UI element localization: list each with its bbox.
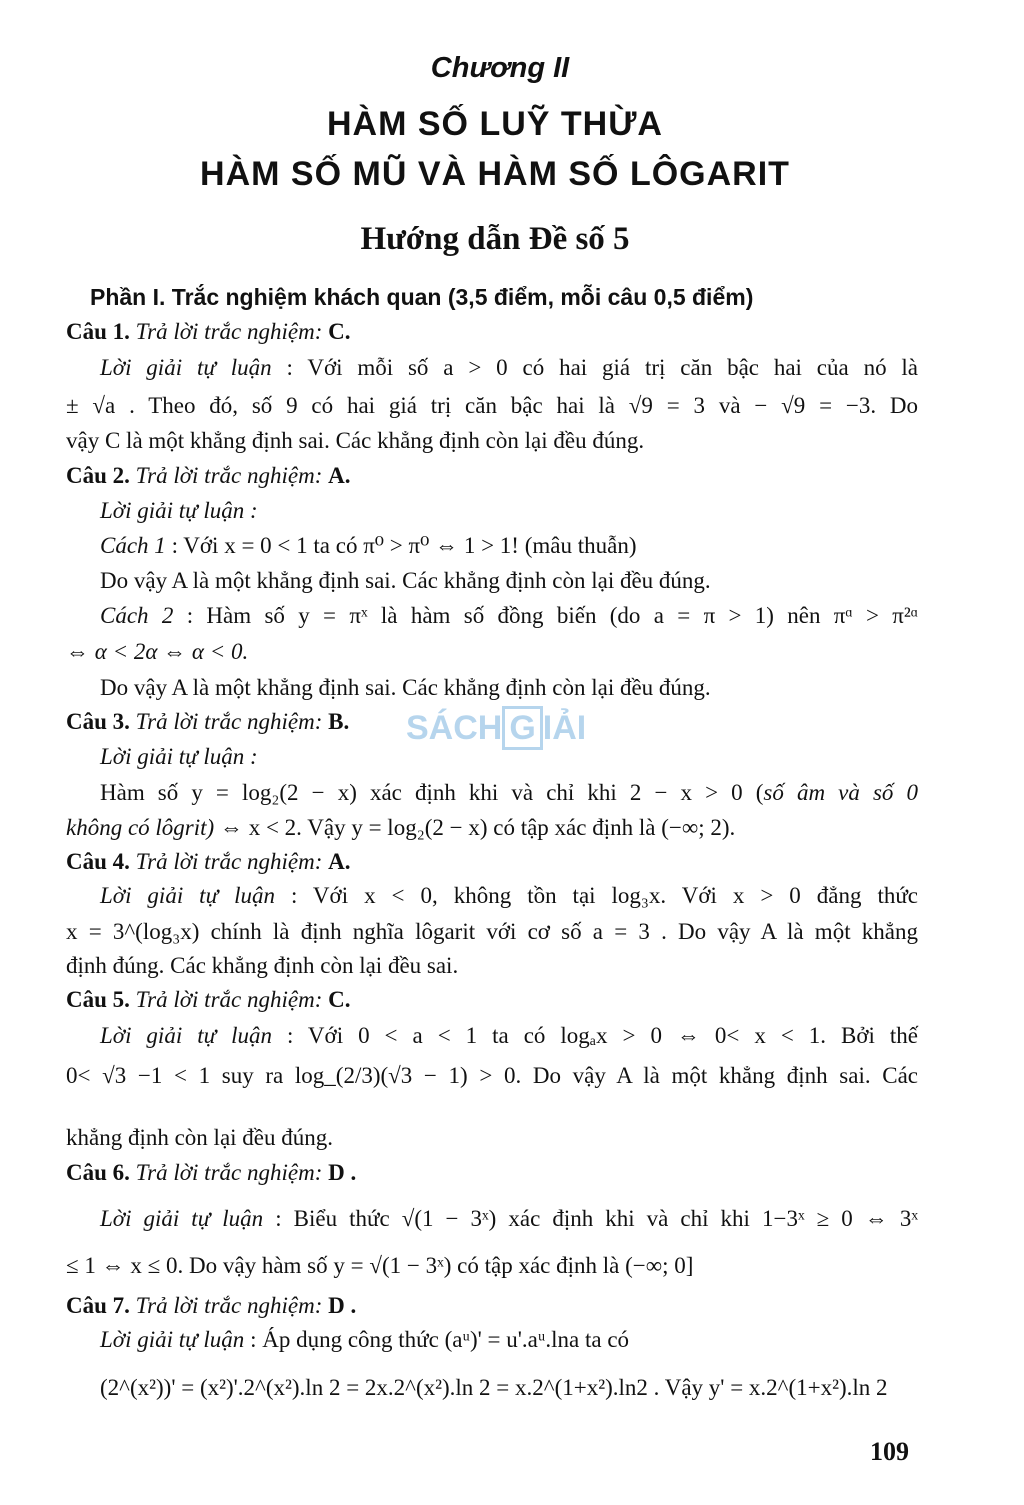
solution-note: số âm và số 0 bbox=[763, 780, 918, 805]
answer-label: Trả lời trắc nghiệm: bbox=[135, 1160, 323, 1185]
method-label: Cách 2 bbox=[100, 603, 174, 628]
watermark-text-right: IẢI bbox=[542, 709, 587, 747]
solution-lead: Lời giải tự luận bbox=[100, 1023, 272, 1048]
question-2-method-1-conclusion: Do vậy A là một khẳng định sai. Các khẳng định còn lại đều đúng. bbox=[100, 568, 711, 593]
question-7-line-1 bbox=[100, 1326, 629, 1354]
part-heading: Phần I. Trắc nghiệm khách quan (3,5 điểm, mỗi câu 0,5 điểm) bbox=[90, 284, 754, 310]
answer-value: D . bbox=[328, 1160, 357, 1185]
question-7-line-2: (2^(x²))' = (x²)'.2^(x²).ln 2 = 2x.2^(x²).ln 2 = x.2^(1+x²).ln2 . Vậy y' = x.2^(1+x²).ln 2 bbox=[100, 1375, 888, 1400]
question-4-header bbox=[66, 848, 350, 876]
question-label: Câu 3. bbox=[66, 709, 130, 734]
question-3-line-2 bbox=[66, 814, 735, 842]
question-1-line-2: ± √a . Theo đó, số 9 có hai giá trị căn bậc hai là √9 = 3 và − √9 = −3. Do bbox=[66, 393, 918, 418]
page-number: 109 bbox=[870, 1437, 909, 1466]
chapter-title-line-2: HÀM SỐ MŨ VÀ HÀM SỐ LÔGARIT bbox=[200, 155, 790, 193]
watermark-text-left: SÁCH bbox=[406, 709, 503, 747]
question-3-lead: Lời giải tự luận : bbox=[100, 744, 258, 769]
answer-label: Trả lời trắc nghiệm: bbox=[135, 1293, 323, 1318]
watermark-boxed-letter: G bbox=[502, 706, 542, 750]
answer-value: B. bbox=[328, 709, 350, 734]
answer-label: Trả lời trắc nghiệm: bbox=[135, 319, 323, 344]
question-5-line-2: 0< √3 −1 < 1 suy ra log_(2/3)(√3 − 1) > 0. Do vậy A là một khẳng định sai. Các bbox=[66, 1063, 918, 1088]
chapter-title-line-1: HÀM SỐ LUỸ THỪA bbox=[327, 105, 663, 143]
answer-label: Trả lời trắc nghiệm: bbox=[135, 463, 323, 488]
solution-text: : Với mỗi số a > 0 có hai giá trị căn bậc hai của nó là bbox=[286, 355, 919, 380]
question-5-line-1 bbox=[100, 1022, 918, 1050]
question-label: Câu 7. bbox=[66, 1293, 130, 1318]
question-label: Câu 5. bbox=[66, 987, 130, 1012]
question-5-line-3: khẳng định còn lại đều đúng. bbox=[66, 1125, 334, 1150]
solution-text: : Áp dụng công thức (aᵘ)' = u'.aᵘ.lna ta có bbox=[250, 1327, 630, 1352]
solution-lead: Lời giải tự luận bbox=[100, 355, 272, 380]
question-2-header bbox=[66, 462, 350, 490]
answer-value: A. bbox=[328, 463, 351, 488]
answer-label: Trả lời trắc nghiệm: bbox=[135, 709, 323, 734]
method-label: Cách 1 bbox=[100, 533, 166, 558]
solution-lead: Lời giải tự luận bbox=[100, 883, 275, 908]
question-label: Câu 1. bbox=[66, 319, 130, 344]
question-1-line-3: vậy C là một khẳng định sai. Các khẳng định còn lại đều đúng. bbox=[66, 428, 645, 453]
answer-value: A. bbox=[328, 849, 351, 874]
question-label: Câu 6. bbox=[66, 1160, 130, 1185]
question-label: Câu 2. bbox=[66, 463, 130, 488]
solution-text: Hàm số y = log₂(2 − x) xác định khi và chỉ khi 2 − x > 0 ( bbox=[100, 780, 764, 805]
question-5-header bbox=[66, 986, 350, 1014]
solution-text: ⇔ x < 2. Vậy y = log₂(2 − x) có tập xác định là (−∞; 2). bbox=[214, 815, 736, 840]
solution-text: : Với x < 0, không tồn tại log₃x. Với x > 0 đẳng thức bbox=[290, 883, 919, 908]
section-subtitle: Hướng dẫn Đề số 5 bbox=[360, 221, 630, 257]
method-text: : Hàm số y = πˣ là hàm số đồng biến (do a = π > 1) nên πᵅ > π²ᵅ bbox=[186, 603, 918, 628]
solution-lead: Lời giải tự luận bbox=[100, 1327, 245, 1352]
answer-value: D . bbox=[328, 1293, 357, 1318]
question-3-header bbox=[66, 708, 349, 736]
question-6-line-1 bbox=[100, 1205, 918, 1233]
method-text: : Với x = 0 < 1 ta có π⁰ > π⁰ ⇔ 1 > 1! (mâu thuẫn) bbox=[171, 533, 637, 558]
solution-note: không có lôgrit) bbox=[66, 815, 215, 840]
question-2-method-1 bbox=[100, 532, 636, 560]
question-2-method-2-line-2: ⇔ α < 2α ⇔ α < 0. bbox=[66, 639, 249, 664]
question-6-header bbox=[66, 1159, 356, 1187]
question-1-line-1 bbox=[100, 354, 918, 382]
question-1-header bbox=[66, 318, 350, 346]
chapter-label: Chương II bbox=[430, 52, 570, 84]
question-7-header bbox=[66, 1292, 356, 1320]
question-label: Câu 4. bbox=[66, 849, 130, 874]
question-2-lead: Lời giải tự luận : bbox=[100, 498, 258, 523]
question-4-line-2: x = 3^(log₃x) chính là định nghĩa lôgarit với cơ số a = 3 . Do vậy A là một khẳng bbox=[66, 919, 918, 944]
solution-lead: Lời giải tự luận bbox=[100, 1206, 264, 1231]
question-2-method-2 bbox=[100, 602, 918, 630]
answer-value: C. bbox=[328, 319, 351, 344]
solution-text: : Biểu thức √(1 − 3ˣ) xác định khi và chỉ khi 1−3ˣ ≥ 0 ⇔ 3ˣ bbox=[275, 1206, 919, 1231]
question-3-line-1 bbox=[100, 779, 918, 807]
sachgiai-watermark bbox=[406, 706, 616, 756]
question-6-line-2: ≤ 1 ⇔ x ≤ 0. Do vậy hàm số y = √(1 − 3ˣ) có tập xác định là (−∞; 0] bbox=[66, 1253, 694, 1278]
answer-value: C. bbox=[328, 987, 351, 1012]
question-4-line-1 bbox=[100, 882, 918, 910]
answer-label: Trả lời trắc nghiệm: bbox=[135, 987, 323, 1012]
question-2-method-2-conclusion: Do vậy A là một khẳng định sai. Các khẳng định còn lại đều đúng. bbox=[100, 675, 711, 700]
question-4-line-3: định đúng. Các khẳng định còn lại đều sai. bbox=[66, 953, 459, 978]
solution-text: : Với 0 < a < 1 ta có logₐx > 0 ⇔ 0< x < 1. Bởi thế bbox=[286, 1023, 919, 1048]
answer-label: Trả lời trắc nghiệm: bbox=[135, 849, 323, 874]
